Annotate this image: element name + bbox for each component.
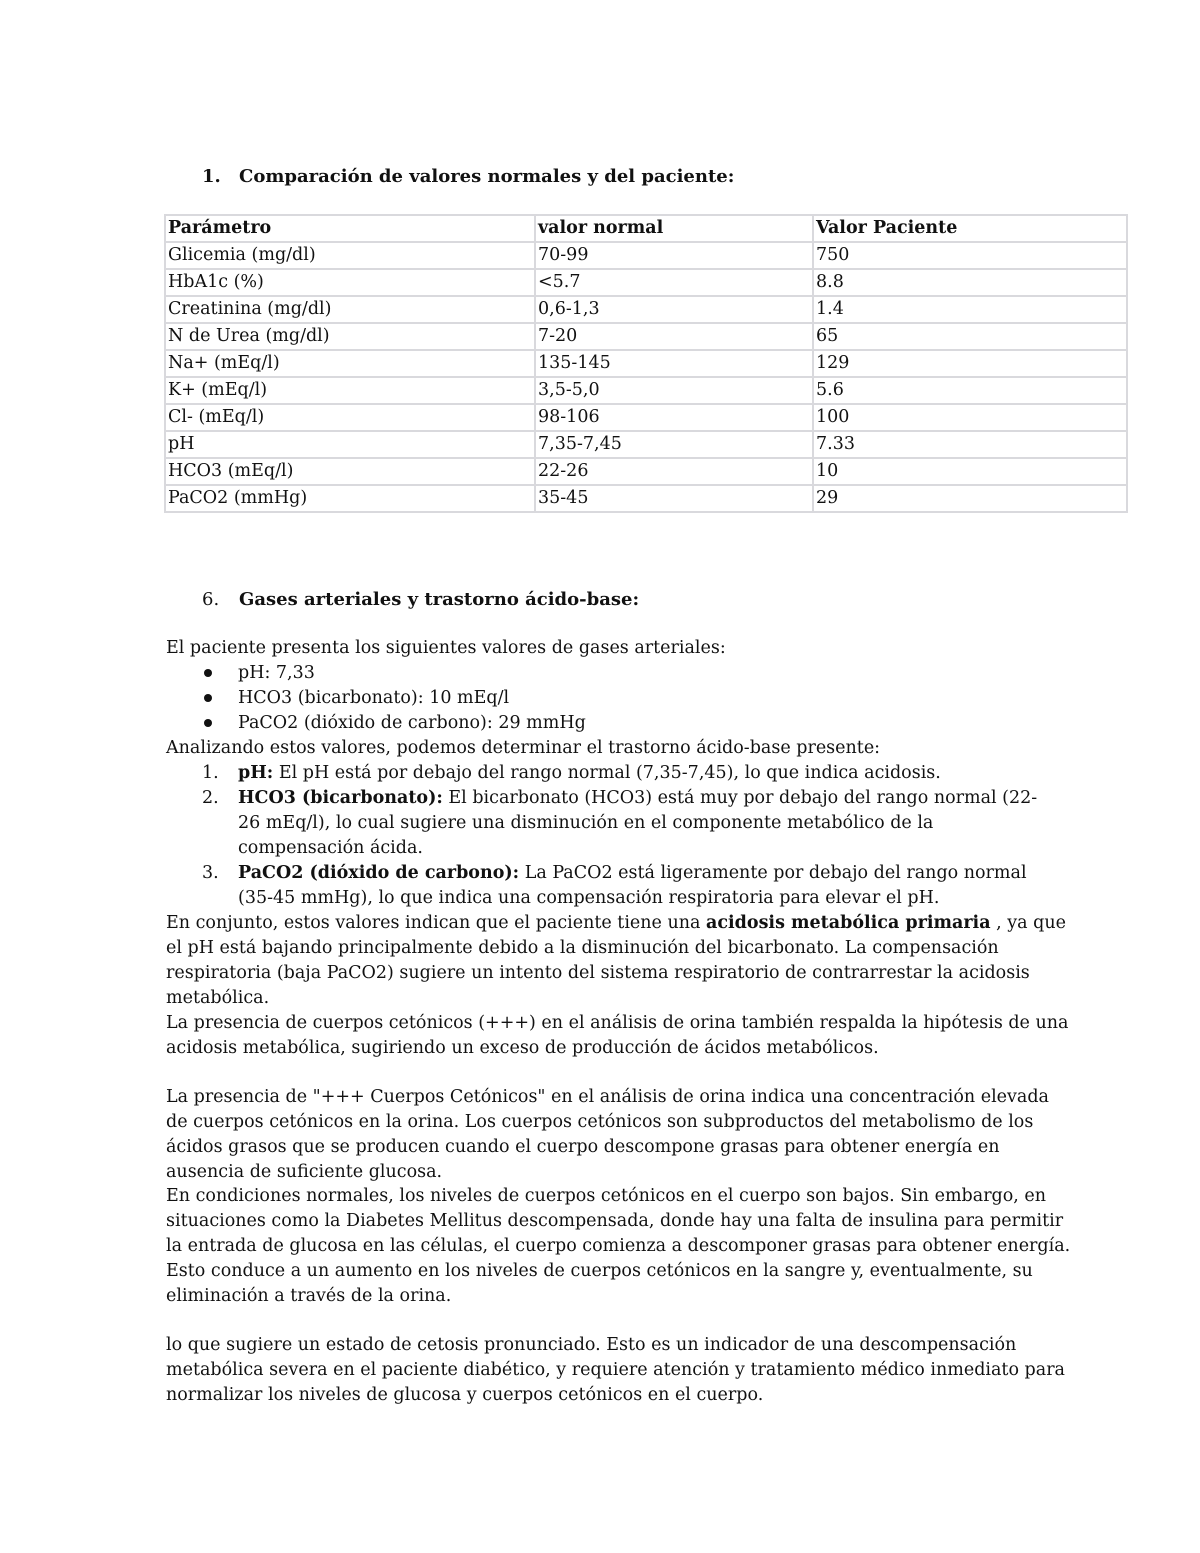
- table-cell: N de Urea (mg/dl): [165, 323, 535, 350]
- table-cell: 7-20: [535, 323, 813, 350]
- table-cell: 10: [813, 458, 1127, 485]
- table-cell: K+ (mEq/l): [165, 377, 535, 404]
- paragraph-line: ácidos grasos que se producen cuando el cuerpo descompone grasas para obtener energía en: [166, 1137, 1000, 1157]
- table-row: [165, 458, 1127, 485]
- item-text-line: (35-45 mmHg), lo que indica una compensación respiratoria para elevar el pH.: [238, 888, 940, 908]
- bullet-icon: [204, 669, 212, 677]
- table-cell: Creatinina (mg/dl): [165, 296, 535, 323]
- list-number: 3.: [202, 863, 219, 883]
- table-header-cell: Parámetro: [165, 215, 535, 242]
- table-cell: 65: [813, 323, 1127, 350]
- intro-paragraph: El paciente presenta los siguientes valores de gases arteriales:: [166, 638, 726, 658]
- table-cell: Na+ (mEq/l): [165, 350, 535, 377]
- item-text: El bicarbonato (HCO3) está muy por debajo del rango normal (22-: [448, 788, 1038, 808]
- item-text: El pH está por debajo del rango normal (7,35-7,45), lo que indica acidosis.: [278, 763, 941, 783]
- item-text-line: 26 mEq/l), lo cual sugiere una disminución en el componente metabólico de la: [238, 813, 934, 833]
- table-cell: 750: [813, 242, 1127, 269]
- conclusion-line: respiratoria (baja PaCO2) sugiere un intento del sistema respiratorio de contrarrestar la acidosis: [166, 963, 1030, 983]
- table-cell: 8.8: [813, 269, 1127, 296]
- bullet-icon: [204, 719, 212, 727]
- list-item: [238, 861, 1027, 886]
- paragraph-line: de cuerpos cetónicos en la orina. Los cuerpos cetónicos son subproductos del metabolismo de los: [166, 1112, 1034, 1132]
- diagnosis-highlight: acidosis metabólica primaria: [706, 913, 991, 933]
- paragraph-line: situaciones como la Diabetes Mellitus descompensada, donde hay una falta de insulina para permitir: [166, 1211, 1064, 1231]
- table-cell: 129: [813, 350, 1127, 377]
- paragraph-line: En condiciones normales, los niveles de cuerpos cetónicos en el cuerpo son bajos. Sin embargo, en: [166, 1186, 1047, 1206]
- section-1-heading: [202, 166, 734, 187]
- table-cell: 70-99: [535, 242, 813, 269]
- list-number: 2.: [202, 788, 219, 808]
- table-cell: 1.4: [813, 296, 1127, 323]
- table-row: [165, 485, 1127, 512]
- item-label: PaCO2 (dióxido de carbono):: [238, 863, 520, 883]
- paragraph-line: Esto conduce a un aumento en los niveles de cuerpos cetónicos en la sangre y, eventualmente, su: [166, 1261, 1033, 1281]
- section-number: 1.: [202, 166, 221, 187]
- paragraph-line: La presencia de "+++ Cuerpos Cetónicos" en el análisis de orina indica una concentración elevada: [166, 1087, 1049, 1107]
- list-item: PaCO2 (dióxido de carbono): 29 mmHg: [238, 713, 586, 733]
- table-header-cell: Valor Paciente: [813, 215, 1127, 242]
- table-cell: 35-45: [535, 485, 813, 512]
- conclusion-line: el pH está bajando principalmente debido a la disminución del bicarbonato. La compensación: [166, 938, 999, 958]
- paragraph-line: lo que sugiere un estado de cetosis pronunciado. Esto es un indicador de una descompensación: [166, 1335, 1017, 1355]
- table-cell: 135-145: [535, 350, 813, 377]
- table-row: [165, 404, 1127, 431]
- item-text-line: compensación ácida.: [238, 838, 423, 858]
- list-number: 1.: [202, 763, 219, 783]
- conclusion-pre: En conjunto, estos valores indican que el paciente tiene una: [166, 913, 707, 933]
- table-cell: PaCO2 (mmHg): [165, 485, 535, 512]
- list-item: HCO3 (bicarbonato): 10 mEq/l: [238, 688, 510, 708]
- table-cell: 3,5-5,0: [535, 377, 813, 404]
- bullet-icon: [204, 694, 212, 702]
- paragraph-line: eliminación a través de la orina.: [166, 1286, 452, 1306]
- list-item: [238, 786, 1037, 811]
- list-item: [238, 761, 941, 786]
- conclusion-post: , ya que: [990, 913, 1066, 933]
- table-row: [165, 269, 1127, 296]
- table-cell: <5.7: [535, 269, 813, 296]
- table-cell: HCO3 (mEq/l): [165, 458, 535, 485]
- table-row: [165, 377, 1127, 404]
- table-cell: 0,6-1,3: [535, 296, 813, 323]
- table-cell: 98-106: [535, 404, 813, 431]
- item-text: La PaCO2 está ligeramente por debajo del rango normal: [524, 863, 1027, 883]
- section-6-heading: [202, 589, 639, 610]
- item-label: HCO3 (bicarbonato):: [238, 788, 443, 808]
- paragraph-line: normalizar los niveles de glucosa y cuerpos cetónicos en el cuerpo.: [166, 1385, 764, 1405]
- paragraph-line: metabólica severa en el paciente diabético, y requiere atención y tratamiento médico inmediato para: [166, 1360, 1065, 1380]
- conclusion-line: [166, 911, 1066, 936]
- table-row: [165, 350, 1127, 377]
- parameters-table: [164, 214, 1128, 513]
- table-cell: 5.6: [813, 377, 1127, 404]
- list-item: pH: 7,33: [238, 663, 315, 683]
- section-title: Gases arteriales y trastorno ácido-base:: [239, 589, 640, 610]
- paragraph-line: la entrada de glucosa en las células, el cuerpo comienza a descomponer grasas para obtener energía.: [166, 1236, 1071, 1256]
- section-title: Comparación de valores normales y del paciente:: [239, 166, 735, 187]
- table-cell: HbA1c (%): [165, 269, 535, 296]
- table-cell: 29: [813, 485, 1127, 512]
- section-number: 6.: [202, 589, 220, 610]
- table-header-cell: valor normal: [535, 215, 813, 242]
- table-row: [165, 242, 1127, 269]
- table-cell: 22-26: [535, 458, 813, 485]
- paragraph-line: La presencia de cuerpos cetónicos (+++) en el análisis de orina también respalda la hipótesis de una: [166, 1013, 1069, 1033]
- analysis-intro: Analizando estos valores, podemos determinar el trastorno ácido-base presente:: [166, 738, 881, 758]
- item-label: pH:: [238, 763, 274, 783]
- table-row: [165, 323, 1127, 350]
- table-cell: 100: [813, 404, 1127, 431]
- conclusion-line: metabólica.: [166, 988, 270, 1008]
- table-cell: pH: [165, 431, 535, 458]
- paragraph-line: acidosis metabólica, sugiriendo un exceso de producción de ácidos metabólicos.: [166, 1038, 879, 1058]
- table-cell: Cl- (mEq/l): [165, 404, 535, 431]
- table-header-row: [165, 215, 1127, 242]
- table-cell: 7.33: [813, 431, 1127, 458]
- table-row: [165, 296, 1127, 323]
- table-row: [165, 431, 1127, 458]
- paragraph-line: ausencia de suficiente glucosa.: [166, 1162, 443, 1182]
- table-cell: 7,35-7,45: [535, 431, 813, 458]
- table-cell: Glicemia (mg/dl): [165, 242, 535, 269]
